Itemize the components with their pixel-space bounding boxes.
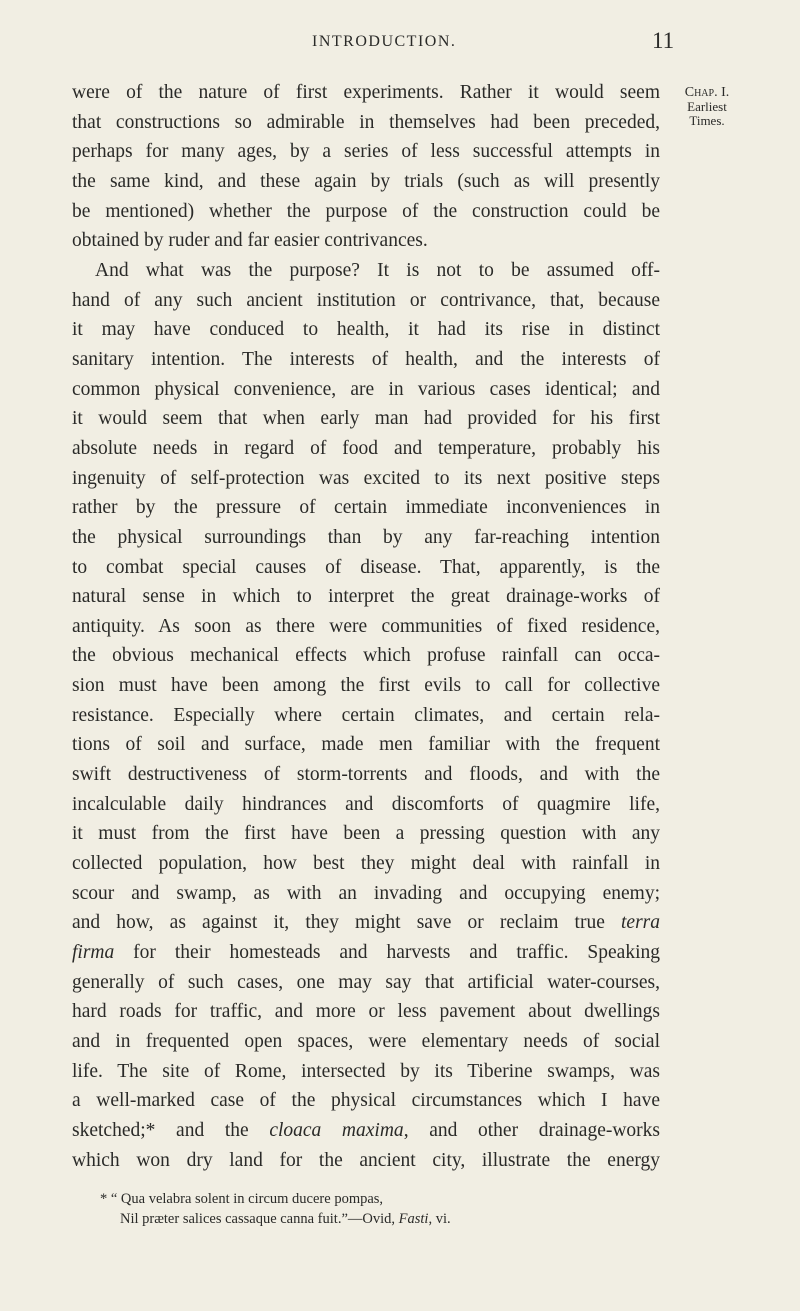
text-segment: sketched;* and the	[72, 1119, 270, 1141]
margin-chapter: Chap. I.	[684, 85, 730, 100]
text-segment: the obvious mechanical effects which profuse rainfall can occa-	[72, 645, 660, 667]
text-line	[72, 375, 660, 405]
text-segment: sion must have been among the first evils to call for collective	[72, 675, 660, 697]
text-line	[72, 849, 660, 879]
text-segment: and how, as against it, they might save or reclaim true	[72, 912, 621, 934]
text-segment: And what was the purpose? It is not to be assumed off-	[95, 259, 660, 281]
running-title: INTRODUCTION.	[312, 33, 457, 50]
text-segment: which won dry land for the ancient city, illustrate the energy	[72, 1149, 660, 1171]
text-segment: obtained by ruder and far easier contrivances.	[72, 230, 428, 252]
footnote-line: * “ Qua velabra solent in circum ducere pompas,	[100, 1191, 384, 1208]
text-line	[72, 997, 660, 1027]
text-line	[72, 553, 660, 583]
text-segment: firma	[72, 942, 115, 964]
text-line	[72, 1116, 660, 1146]
text-line	[72, 938, 660, 968]
text-segment: be mentioned) whether the purpose of the construction could be	[72, 200, 660, 222]
text-line	[72, 286, 660, 316]
text-line	[72, 434, 660, 464]
text-segment: hard roads for traffic, and more or less pavement about dwellings	[72, 1001, 660, 1023]
text-segment: life. The site of Rome, intersected by its Tiberine swamps, was	[72, 1060, 660, 1082]
text-line	[72, 790, 660, 820]
text-line	[72, 671, 660, 701]
text-segment: scour and swamp, as with an invading and occupying enemy;	[72, 882, 660, 904]
text-line	[72, 582, 660, 612]
text-segment: that constructions so admirable in themselves had been preceded,	[72, 111, 660, 133]
text-segment: were of the nature of first experiments. Rather it would seem	[72, 82, 660, 103]
text-line	[72, 641, 660, 671]
footnote	[72, 1189, 660, 1229]
text-line	[72, 612, 660, 642]
text-segment: incalculable daily hindrances and discomforts of quagmire life,	[72, 793, 660, 815]
page-number: 11	[652, 28, 675, 53]
text-line	[72, 464, 660, 494]
text-line	[72, 167, 660, 197]
text-line	[72, 760, 660, 790]
text-line	[72, 730, 660, 760]
footnote-text: , vi.	[428, 1211, 451, 1228]
text-segment: and in frequented open spaces, were elementary needs of social	[72, 1031, 660, 1052]
text-line	[72, 493, 660, 523]
text-line	[72, 78, 660, 108]
text-segment: it may have conduced to health, it had its rise in distinct	[72, 319, 660, 341]
text-line	[72, 197, 660, 227]
text-segment: generally of such cases, one may say that artificial water-courses,	[72, 971, 660, 993]
text-segment: hand of any such ancient institution or contrivance, that, because	[72, 289, 660, 311]
text-segment: the physical surroundings than by any far-reaching intention	[72, 526, 660, 548]
text-segment: sanitary intention. The interests of health, and the interests of	[72, 348, 660, 370]
text-line	[72, 108, 660, 138]
footnote-text: Nil præter salices cassaque canna fuit.”—Ovid,	[120, 1211, 399, 1228]
text-segment: natural sense in which to interpret the great drainage-works of	[72, 586, 660, 608]
text-segment: collected population, how best they might deal with rainfall in	[72, 853, 660, 875]
text-line	[72, 1146, 660, 1176]
text-segment: swift destructiveness of storm-torrents and floods, and with the	[72, 764, 660, 786]
page-content	[72, 78, 660, 1229]
text-segment: ingenuity of self-protection was excited to its next positive steps	[72, 467, 660, 489]
text-segment: rather by the pressure of certain immediate inconveniences in	[72, 497, 660, 519]
text-segment: it must from the first have been a pressing question with any	[72, 823, 660, 845]
text-segment: a well-marked case of the physical circumstances which I have	[72, 1090, 660, 1112]
text-segment: perhaps for many ages, by a series of less successful attempts in	[72, 141, 660, 163]
text-line	[72, 819, 660, 849]
text-segment: the same kind, and these again by trials (such as will presently	[72, 170, 660, 192]
margin-note-line: Earliest	[687, 99, 727, 114]
text-segment: cloaca maxima	[269, 1119, 404, 1141]
text-segment: tions of soil and surface, made men familiar with the frequent	[72, 734, 660, 756]
text-line	[72, 315, 660, 345]
text-line	[72, 345, 660, 375]
text-segment: to combat special causes of disease. That, apparently, is the	[72, 556, 660, 578]
text-segment: antiquity. As soon as there were communities of fixed residence,	[72, 615, 660, 637]
text-segment: resistance. Especially where certain climates, and certain rela-	[72, 704, 660, 726]
text-line	[72, 137, 660, 167]
text-line	[72, 256, 660, 286]
text-line	[72, 1027, 660, 1057]
text-segment: absolute needs in regard of food and temperature, probably his	[72, 437, 660, 459]
text-line	[72, 908, 660, 938]
page-header	[0, 28, 800, 63]
text-segment: for their homesteads and harvests and traffic. Speaking	[114, 942, 660, 964]
text-segment: it would seem that when early man had provided for his first	[72, 408, 660, 430]
margin-note	[672, 86, 742, 128]
footnote-line	[72, 1209, 660, 1229]
text-line	[72, 968, 660, 998]
text-line	[72, 1057, 660, 1087]
text-line	[72, 879, 660, 909]
body-text	[72, 78, 660, 1175]
text-segment: common physical convenience, are in various cases identical; and	[72, 378, 660, 400]
text-segment: terra	[621, 912, 660, 934]
text-line	[72, 523, 660, 553]
text-line	[72, 404, 660, 434]
text-segment: , and other drainage-works	[403, 1119, 661, 1141]
text-line	[72, 226, 660, 256]
text-line	[72, 1086, 660, 1116]
text-line	[72, 701, 660, 731]
footnote-italic: Fasti	[398, 1211, 429, 1228]
margin-note-line: Times.	[689, 113, 725, 128]
